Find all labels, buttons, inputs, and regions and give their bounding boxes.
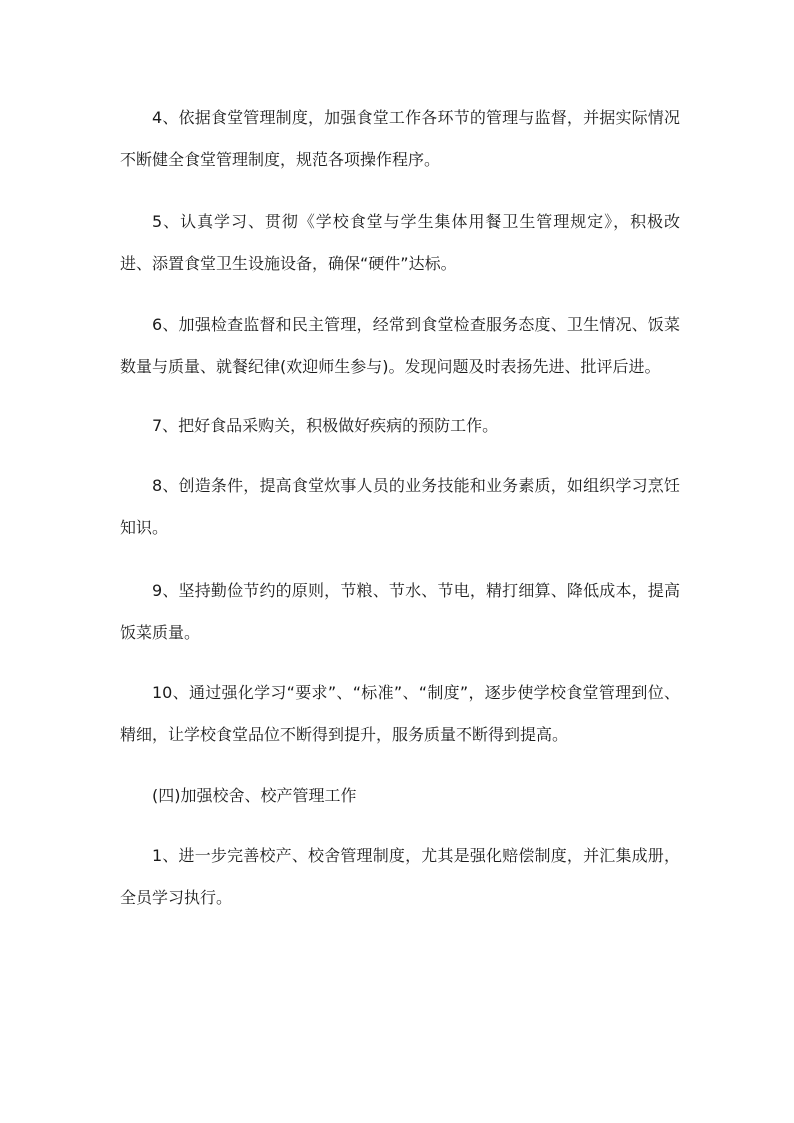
paragraph-item-7: 7、把好食品采购关，积极做好疾病的预防工作。 [152, 416, 499, 435]
paragraph-section4-item-1: 1、进一步完善校产、校舍管理制度，尤其是强化赔偿制度，并汇集成册，全员学习执行。 [120, 846, 680, 907]
paragraph-item-10: 10、通过强化学习“要求”、“标准”、“制度”，逐步使学校食堂管理到位、精细，让学校食堂品位不断得到提升，服务质量不断得到提高。 [120, 683, 680, 744]
paragraph-item-6: 6、加强检查监督和民主管理，经常到食堂检查服务态度、卫生情况、饭菜数量与质量、就餐纪律(欢迎师生参与)。发现问题及时表扬先进、批评后进。 [120, 315, 680, 376]
paragraph-item-5: 5、认真学习、贯彻《学校食堂与学生集体用餐卫生管理规定》，积极改进、添置食堂卫生设施设备，确保“硬件”达标。 [120, 212, 680, 273]
paragraph-item-9: 9、坚持勤俭节约的原则，节粮、节水、节电，精打细算、降低成本，提高饭菜质量。 [120, 581, 680, 642]
section-heading: (四)加强校舍、校产管理工作 [152, 786, 357, 805]
paragraph-item-8: 8、创造条件，提高食堂炊事人员的业务技能和业务素质，如组织学习烹饪知识。 [120, 476, 680, 537]
paragraph-item-4: 4、依据食堂管理制度，加强食堂工作各环节的管理与监督，并据实际情况不断健全食堂管理制度，规范各项操作程序。 [120, 108, 680, 169]
